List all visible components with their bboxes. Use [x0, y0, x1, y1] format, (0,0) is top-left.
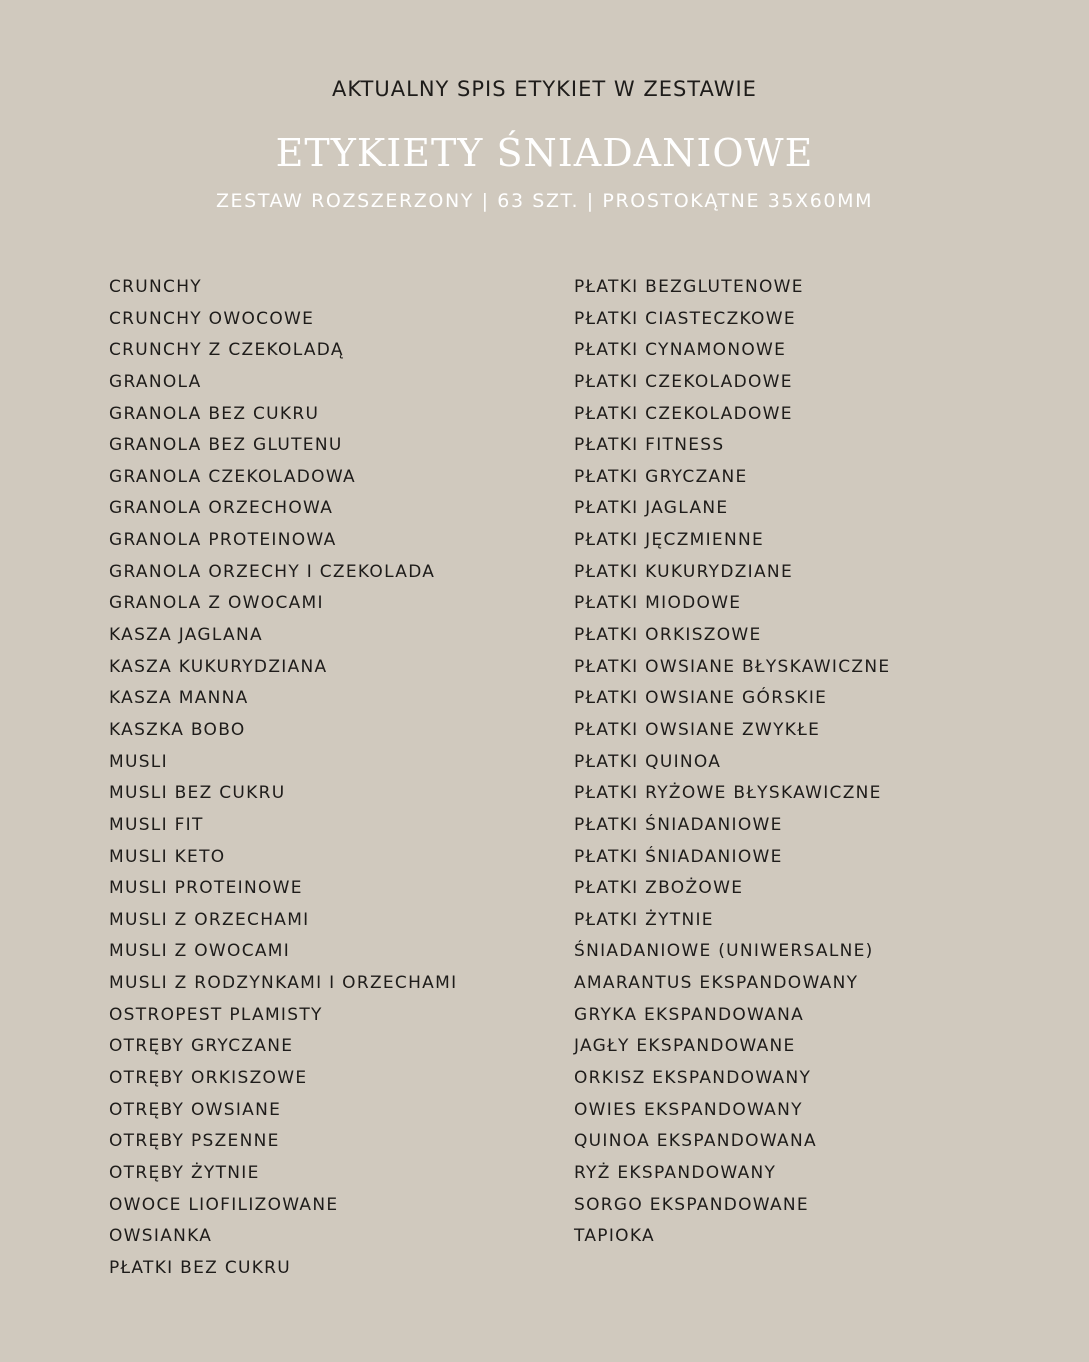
list-item: SORGO EKSPANDOWANE — [574, 1194, 809, 1215]
list-item: MUSLI — [109, 751, 168, 772]
list-item: KASZKA BOBO — [109, 719, 246, 740]
list-item: PŁATKI OWSIANE GÓRSKIE — [574, 688, 828, 709]
list-item: PŁATKI ŚNIADANIOWE — [574, 814, 783, 835]
list-item: RYŻ EKSPANDOWANY — [574, 1162, 777, 1183]
list-item: PŁATKI BEZ CUKRU — [109, 1257, 292, 1278]
list-item: MUSLI Z RODZYNKAMI I ORZECHAMI — [109, 973, 458, 994]
list-item: OTRĘBY GRYCZANE — [109, 1036, 294, 1057]
label-list-left-column — [109, 272, 549, 1285]
list-item: QUINOA EKSPANDOWANA — [574, 1131, 817, 1152]
list-item: GRANOLA Z OWOCAMI — [109, 593, 324, 614]
list-item: PŁATKI FITNESS — [574, 435, 725, 456]
list-item: PŁATKI OWSIANE ZWYKŁE — [574, 719, 821, 740]
list-item: PŁATKI JĘCZMIENNE — [574, 530, 765, 551]
list-item: PŁATKI ŚNIADANIOWE — [574, 846, 783, 867]
list-item: PŁATKI KUKURYDZIANE — [574, 561, 793, 582]
list-item: OWSIANKA — [109, 1226, 213, 1247]
list-item: OTRĘBY PSZENNE — [109, 1131, 280, 1152]
list-item: PŁATKI ZBOŻOWE — [574, 878, 744, 899]
pre-title: AKTUALNY SPIS ETYKIET W ZESTAWIE — [332, 77, 757, 101]
list-item: GRANOLA ORZECHY I CZEKOLADA — [109, 561, 436, 582]
list-item: GRYKA EKSPANDOWANA — [574, 1004, 805, 1025]
label-list-right-column — [574, 272, 1054, 1253]
list-item: MUSLI Z OWOCAMI — [109, 941, 291, 962]
list-item: PŁATKI OWSIANE BŁYSKAWICZNE — [574, 656, 891, 677]
list-item: ŚNIADANIOWE (UNIWERSALNE) — [574, 941, 874, 962]
list-item: PŁATKI ŻYTNIE — [574, 909, 714, 930]
list-item: MUSLI KETO — [109, 846, 226, 867]
list-item: PŁATKI QUINOA — [574, 751, 722, 772]
list-item: PŁATKI CIASTECZKOWE — [574, 308, 796, 329]
list-item: GRANOLA PROTEINOWA — [109, 530, 337, 551]
list-item: PŁATKI JAGLANE — [574, 498, 729, 519]
page-title: ETYKIETY ŚNIADANIOWE — [275, 131, 814, 175]
list-item: OTRĘBY ORKISZOWE — [109, 1068, 308, 1089]
list-item: OSTROPEST PLAMISTY — [109, 1004, 323, 1025]
list-item: PŁATKI CZEKOLADOWE — [574, 371, 793, 392]
list-item: OWIES EKSPANDOWANY — [574, 1099, 803, 1120]
list-item: PŁATKI ORKISZOWE — [574, 625, 762, 646]
list-item: PŁATKI BEZGLUTENOWE — [574, 277, 804, 297]
page-subtitle: ZESTAW ROZSZERZONY | 63 SZT. | PROSTOKĄTNE 35X60MM — [215, 190, 874, 212]
list-item: OTRĘBY OWSIANE — [109, 1099, 282, 1120]
list-item: PŁATKI RYŻOWE BŁYSKAWICZNE — [574, 783, 882, 804]
list-item: GRANOLA BEZ CUKRU — [109, 403, 320, 424]
list-item: GRANOLA — [109, 371, 202, 392]
list-item: GRANOLA BEZ GLUTENU — [109, 435, 343, 456]
list-item: PŁATKI CZEKOLADOWE — [574, 403, 793, 424]
list-item: OWOCE LIOFILIZOWANE — [109, 1194, 339, 1215]
list-item: KASZA JAGLANA — [109, 625, 263, 646]
list-item: CRUNCHY — [109, 277, 202, 297]
list-item: GRANOLA ORZECHOWA — [109, 498, 334, 519]
list-item: CRUNCHY OWOCOWE — [109, 308, 315, 329]
list-item: MUSLI FIT — [109, 814, 204, 835]
list-item: KASZA MANNA — [109, 688, 249, 709]
list-item: JAGŁY EKSPANDOWANE — [574, 1036, 796, 1057]
list-item: MUSLI BEZ CUKRU — [109, 783, 286, 804]
list-item: PŁATKI GRYCZANE — [574, 466, 748, 487]
list-item: PŁATKI MIODOWE — [574, 593, 742, 614]
list-item: OTRĘBY ŻYTNIE — [109, 1162, 260, 1183]
list-item: MUSLI Z ORZECHAMI — [109, 909, 310, 930]
list-item: AMARANTUS EKSPANDOWANY — [574, 973, 859, 994]
list-item: ORKISZ EKSPANDOWANY — [574, 1068, 812, 1089]
list-item: CRUNCHY Z CZEKOLADĄ — [109, 340, 344, 361]
list-item: MUSLI PROTEINOWE — [109, 878, 303, 899]
list-item: KASZA KUKURYDZIANA — [109, 656, 328, 677]
list-item: PŁATKI CYNAMONOWE — [574, 340, 787, 361]
list-item: GRANOLA CZEKOLADOWA — [109, 466, 356, 487]
list-item: TAPIOKA — [574, 1226, 655, 1247]
